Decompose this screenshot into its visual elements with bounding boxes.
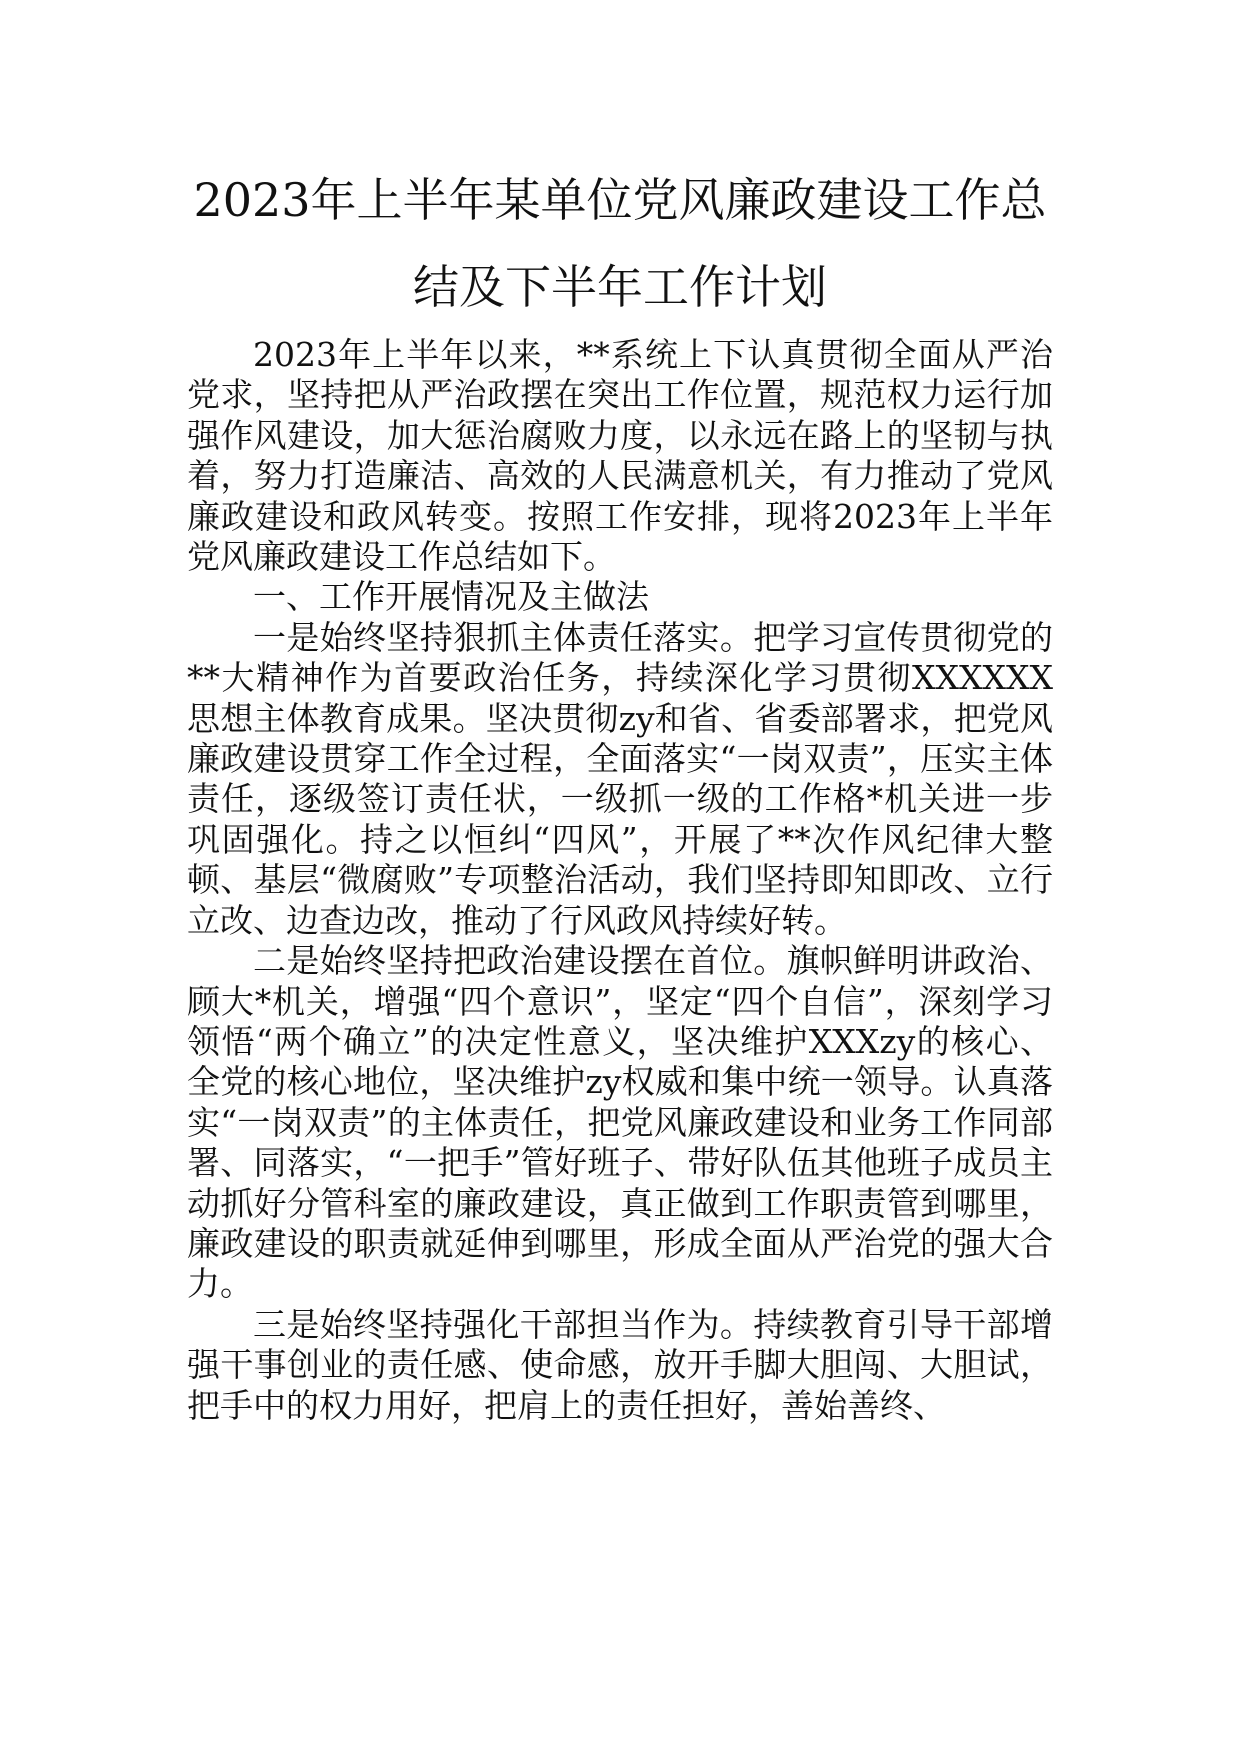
- section-heading: 一、工作开展情况及主做法: [253, 577, 649, 617]
- body-paragraph-3: 三是始终坚持强化干部担当作为。持续教育引导干部增强干事创业的责任感、使命感，放开手脚大胆闯、大胆试，把手中的权力用好，把肩上的责任担好，善始善终、: [187, 1304, 1053, 1425]
- intro-paragraph: 2023年上半年以来，**系统上下认真贯彻全面从严治党求，坚持把从严治政摆在突出工作位置，规范权力运行加强作风建设，加大惩治腐败力度，以永远在路上的坚韧与执着，努力打造廉洁、高效的人民满意机关，有力推动了党风廉政建设和政风转变。按照工作安排，现将2023年上半年党风廉政建设工作总结如下。: [187, 335, 1053, 577]
- document-title-line-2: 结及下半年工作计划: [413, 260, 827, 314]
- body-paragraph-2: 二是始终坚持把政治建设摆在首位。旗帜鲜明讲政治、顾大*机关，增强“四个意识”，坚定“四个自信”，深刻学习领悟“两个确立”的决定性意义，坚决维护XXXzy的核心、全党的核心地位，坚决维护zy权威和集中统一领导。认真落实“一岗双责”的主体责任，把党风廉政建设和业务工作同部署、同落实，“一把手”管好班子、带好队伍其他班子成员主动抓好分管科室的廉政建设，真正做到工作职责管到哪里，廉政建设的职责就延伸到哪里，形成全面从严治党的强大合力。: [187, 941, 1053, 1304]
- document-title-line-1: 2023年上半年某单位党风廉政建设工作总: [193, 173, 1047, 227]
- document-body: [187, 335, 1053, 1426]
- document-page: [187, 0, 1053, 1754]
- body-paragraph-1: 一是始终坚持狠抓主体责任落实。把学习宣传贯彻党的**大精神作为首要政治任务，持续深化学习贯彻XXXXXX思想主体教育成果。坚决贯彻zy和省、省委部署求，把党风廉政建设贯穿工作全过程，全面落实“一岗双责”，压实主体责任，逐级签订责任状，一级抓一级的工作格*机关进一步巩固强化。持之以恒纠“四风”，开展了**次作风纪律大整顿、基层“微腐败”专项整治活动，我们坚持即知即改、立行立改、边查边改，推动了行风政风持续好转。: [187, 617, 1053, 940]
